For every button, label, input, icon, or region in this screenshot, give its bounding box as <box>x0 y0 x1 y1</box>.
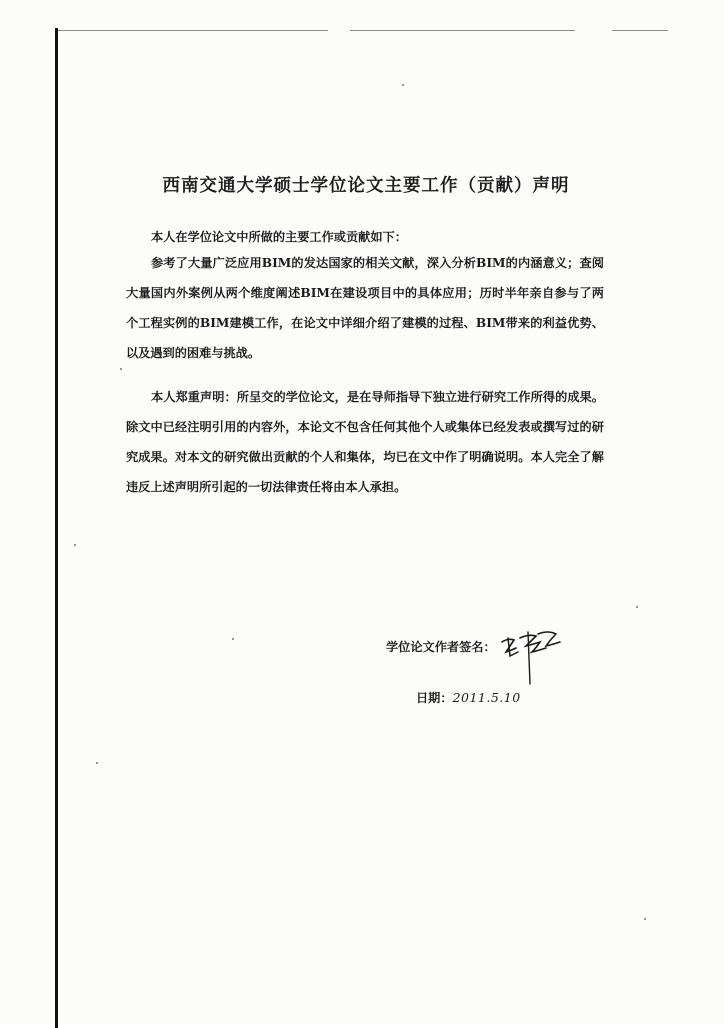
header-rule-left <box>58 30 328 31</box>
contribution-paragraph: 参考了大量广泛应用BIM的发达国家的相关文献，深入分析BIM的内涵意义；查阅大量国内外案例从两个维度阐述BIM在建设项目中的具体应用；历时半年亲自参与了两个工程实例的BIM建模工作，在论文中详细介绍了建模的过程、BIM带来的利益优势、以及遇到的困难与挑战。 <box>126 256 604 360</box>
signature-label: 学位论文作者签名： <box>386 640 496 654</box>
header-rule-right <box>612 30 668 31</box>
contribution-intro: 本人在学位论文中所做的主要工作或贡献如下： <box>151 230 407 244</box>
scan-speck <box>636 606 638 608</box>
date-line <box>416 688 521 708</box>
handwritten-signature <box>498 624 568 688</box>
scan-speck <box>96 762 98 764</box>
scan-speck <box>232 638 234 640</box>
scan-speck <box>120 368 122 370</box>
scan-speck <box>644 918 646 920</box>
originality-declaration: 本人郑重声明：所呈交的学位论文，是在导师指导下独立进行研究工作所得的成果。除文中已经注明引用的内容外，本论文不包含任何其他个人或集体已经发表或撰写过的研究成果。对本文的研究做出贡献的个人和集体，均已在文中作了明确说明。本人完全了解违反上述声明所引起的一切法律责任将由本人承担。 <box>126 390 604 494</box>
page-title: 西南交通大学硕士学位论文主要工作（贡献）声明 <box>162 176 570 196</box>
signature-line <box>386 637 496 657</box>
header-rule-middle <box>350 30 575 31</box>
scan-speck <box>402 84 404 86</box>
scan-speck <box>74 544 76 546</box>
date-value: 2011.5.10 <box>452 690 521 705</box>
date-label: 日期： <box>416 691 453 705</box>
